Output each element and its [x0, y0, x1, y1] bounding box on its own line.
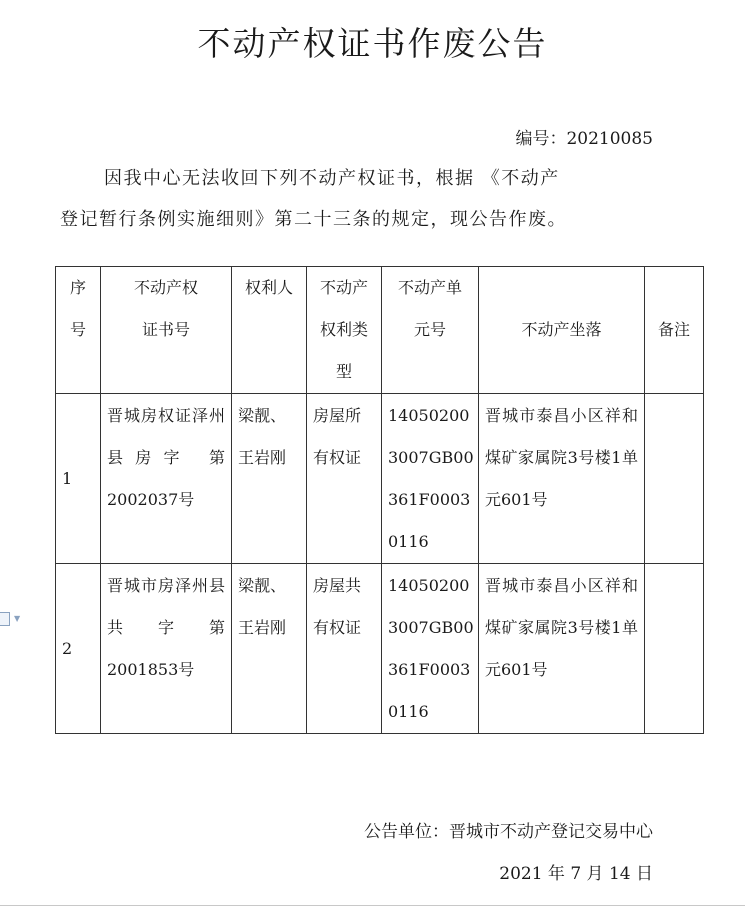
page-title: 不动产权证书作废公告 [197, 24, 548, 63]
header-no: 序 号 [56, 267, 101, 394]
header-unit: 不动产单 元号 [382, 267, 479, 394]
cell-cert: 晋城市房泽州县共字第2001853号 [101, 564, 232, 734]
table-row [56, 564, 704, 734]
issuer: 公告单位：晋城市不动产登记交易中心 [364, 822, 653, 842]
cell-no: 2 [56, 564, 101, 734]
cell-location: 晋城市泰昌小区祥和煤矿家属院3号楼1单元601号 [479, 394, 645, 564]
chevron-down-icon[interactable]: ▼ [14, 614, 21, 623]
cell-owner: 梁靓、王岩刚 [232, 394, 307, 564]
certificate-table [55, 266, 704, 734]
table-row [56, 394, 704, 564]
notice-paragraph-2: 登记暂行条例实施细则》第二十三条的规定，现公告作废。 [60, 209, 567, 230]
header-owner: 权利人 [232, 267, 307, 394]
cell-type: 房屋共有权证 [307, 564, 382, 734]
divider [0, 905, 745, 906]
header-type: 不动产 权利类 型 [307, 267, 382, 394]
cell-cert: 晋城房权证泽州县房字 第2002037号 [101, 394, 232, 564]
notice-date: 2021 年 7 月 14 日 [499, 864, 653, 884]
cell-unit: 14050200 3007GB00 361F0003 0116 [382, 394, 479, 564]
cell-remark [645, 564, 704, 734]
document-icon[interactable] [0, 612, 10, 626]
cell-no: 1 [56, 394, 101, 564]
header-remark: 备注 [645, 267, 704, 394]
notice-paragraph-1: 因我中心无法收回下列不动产权证书，根据 《不动产 [104, 168, 560, 189]
header-cert: 不动产权 证书号 [101, 267, 232, 394]
cell-location: 晋城市泰昌小区祥和煤矿家属院3号楼1单元601号 [479, 564, 645, 734]
cell-owner: 梁靓、王岩刚 [232, 564, 307, 734]
header-location: 不动产坐落 [479, 267, 645, 394]
cell-remark [645, 394, 704, 564]
cell-type: 房屋所有权证 [307, 394, 382, 564]
serial-number: 编号：20210085 [515, 129, 653, 149]
table-header-row [56, 267, 704, 394]
cell-unit: 14050200 3007GB00 361F0003 0116 [382, 564, 479, 734]
